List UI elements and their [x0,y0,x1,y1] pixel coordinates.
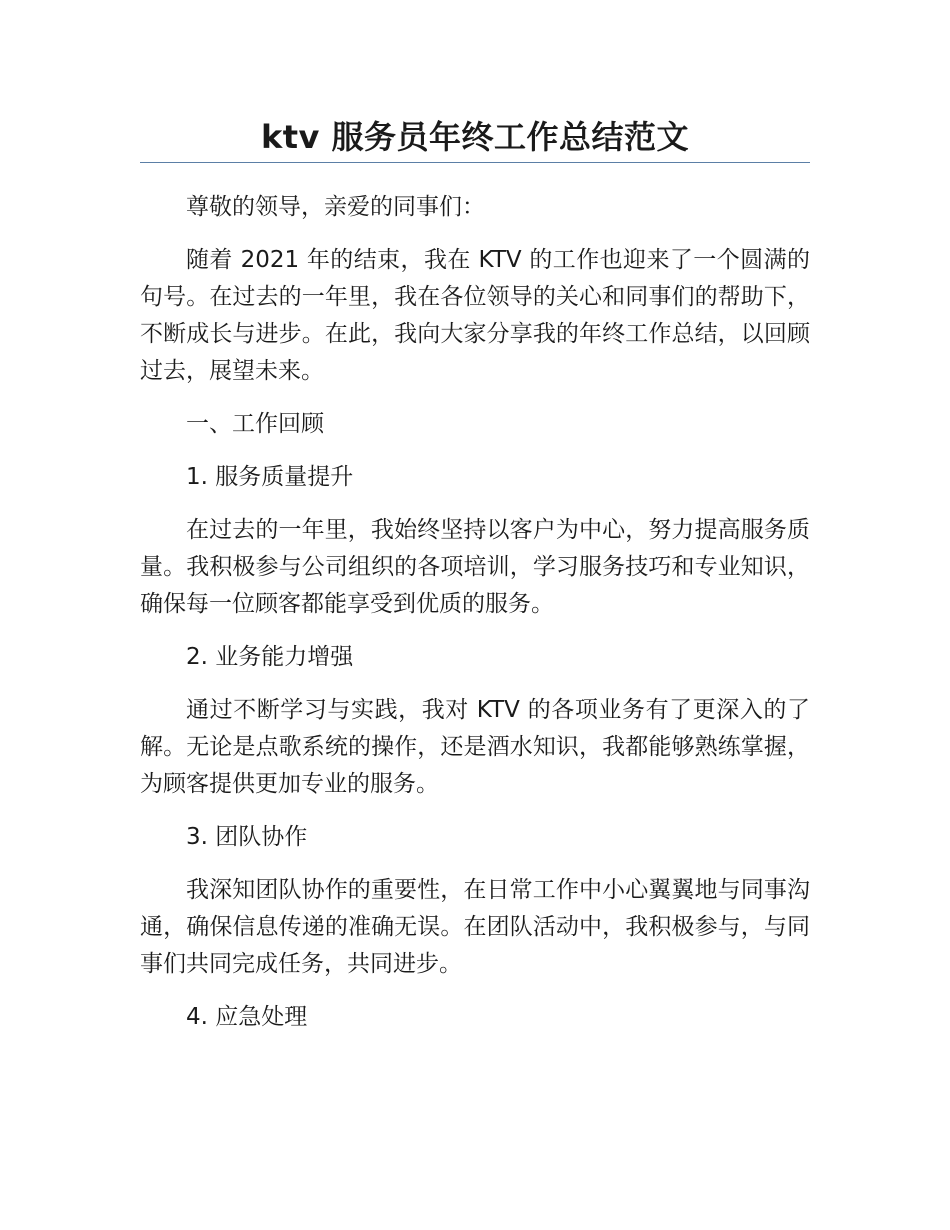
ability-paragraph: 通过不断学习与实践，我对 KTV 的各项业务有了更深入的了解。无论是点歌系统的操作，还是酒水知识，我都能够熟练掌握，为顾客提供更加专业的服务。 [140,697,810,797]
title-underline [140,162,810,163]
section-heading-review: 一、工作回顾 [186,411,324,437]
document-title: ktv 服务员年终工作总结范文 [260,118,690,156]
intro-paragraph: 随着 2021 年的结束，我在 KTV 的工作也迎来了一个圆满的句号。在过去的一年里，我在各位领导的关心和同事们的帮助下，不断成长与进步。在此，我向大家分享我的年终工作总结，以回顾过去，展望未来。 [140,247,810,384]
greeting: 尊敬的领导，亲爱的同事们： [186,194,485,220]
subsection-heading-emergency: 4. 应急处理 [186,1004,308,1030]
subsection-heading-teamwork: 3. 团队协作 [186,824,308,850]
document-page [140,0,810,1052]
teamwork-paragraph: 我深知团队协作的重要性，在日常工作中小心翼翼地与同事沟通，确保信息传递的准确无误。在团队活动中，我积极参与，与同事们共同完成任务，共同进步。 [140,877,810,977]
document-body [140,189,810,1036]
subsection-heading-service: 1. 服务质量提升 [186,464,354,490]
service-paragraph: 在过去的一年里，我始终坚持以客户为中心，努力提高服务质量。我积极参与公司组织的各项培训，学习服务技巧和专业知识，确保每一位顾客都能享受到优质的服务。 [140,517,810,617]
subsection-heading-ability: 2. 业务能力增强 [186,644,354,670]
